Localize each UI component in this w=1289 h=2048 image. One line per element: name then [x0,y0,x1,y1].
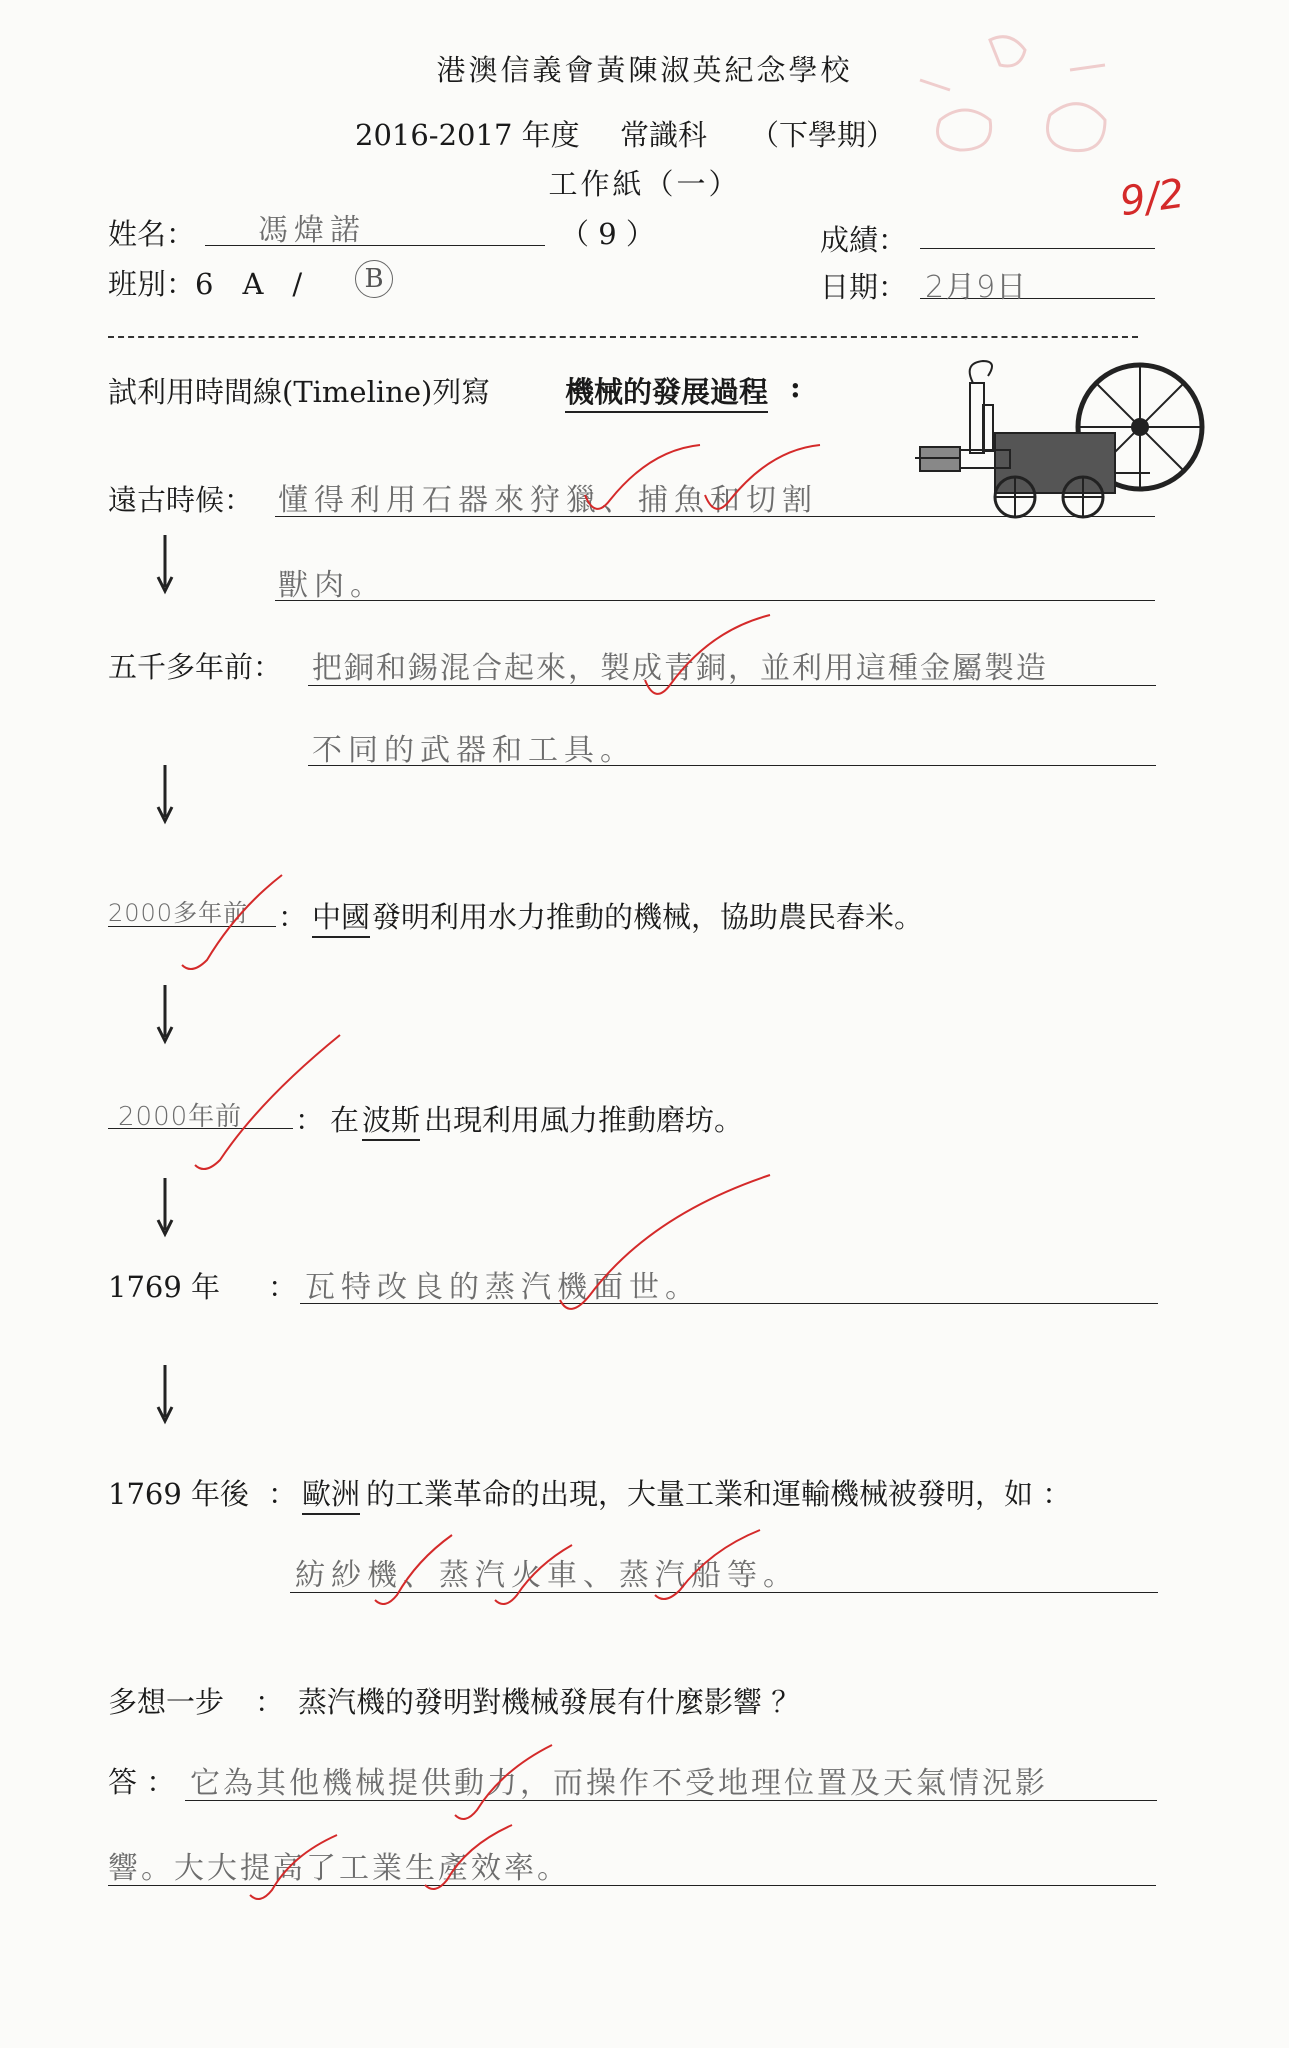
red-check-mark [450,1740,560,1830]
divider [108,336,1138,338]
date-value: 2月9日 [925,270,1028,305]
red-check-mark [700,440,840,520]
answer-line [185,1800,1157,1801]
down-arrow-icon [155,985,175,1045]
colon: ： [268,1477,298,1511]
extension-question: 蒸汽機的發明對機械發展有什麼影響 ？ [298,1685,801,1719]
down-arrow-icon [155,1365,175,1425]
steam-engine-illustration [915,355,1215,525]
answer-label: 答 ： [108,1765,176,1799]
extension-answer-line2: 響。大大提高了工業生產效率。 [108,1851,570,1886]
red-check-mark [640,610,790,705]
timeline-prefix: 在 [330,1103,360,1137]
down-arrow-icon [155,535,175,595]
colon: ： [255,1685,285,1719]
red-check-mark [190,1030,350,1180]
answer-5000-line1: 把銅和錫混合起來，製成青銅，並利用這種金屬製造 [312,651,1048,686]
grade-line [920,248,1155,249]
colon: ： [278,900,308,934]
name-line [205,245,545,246]
colon: ： [268,1270,298,1304]
school-year: 2016-2017 年度 [355,118,580,152]
extension-label: 多想一步 [108,1685,225,1719]
term: （下學期） [750,118,896,152]
red-check-mark [420,1820,520,1900]
red-check-mark [580,440,720,520]
country-persia: 波斯 [362,1098,420,1141]
extension-answer-line1: 它為其他機械提供動力，而操作不受地理位置及天氣情況影 [190,1766,1048,1801]
red-check-mark [370,1530,460,1610]
student-number: （ 9 ） [560,217,655,251]
subject: 常識科 [620,118,708,152]
answer-2000-plus-label: 2000多年前 [108,899,249,927]
answer-1769: 瓦特改良的蒸汽機面世。 [305,1270,701,1305]
country-china: 中國 [312,895,370,938]
name-label: 姓名： [108,217,196,251]
school-name: 港澳信義會黃陳淑英紀念學校 [436,53,853,87]
red-check-mark [180,870,290,980]
region-europe: 歐洲 [302,1472,360,1515]
down-arrow-icon [155,765,175,825]
timeline-label-1769: 1769 年 [108,1270,221,1304]
answer-ancient-line2: 獸肉。 [278,568,386,603]
worksheet-title: 工作紙（一） [548,167,741,201]
timeline-text-china: 發明利用水力推動的機械，協助農民舂米。 [372,900,924,934]
timeline-label-ancient: 遠古時候： [108,483,254,517]
class-selected-circle: B [355,260,393,298]
red-check-mark [550,1170,780,1320]
grade-label: 成績： [820,223,908,257]
answer-5000-line2: 不同的武器和工具。 [312,733,636,768]
task-prompt: 試利用時間線(Timeline)列寫 [108,375,491,409]
timeline-label-5000-years: 五千多年前： [108,650,283,684]
colon: ： [295,1103,325,1137]
date-label: 日期： [820,270,908,304]
teacher-score-mark: 9/2 [1117,170,1188,226]
class-label: 班別：6 A / [108,267,303,301]
task-colon: : [790,370,801,404]
answer-2000-label: 2000年前 [118,1102,243,1132]
answer-line [275,600,1155,601]
red-check-mark [245,1830,345,1910]
answer-after-1769: 紡紗機、蒸汽火車、蒸汽船等。 [295,1558,799,1593]
answer-line [308,765,1156,766]
timeline-text-persia: 出現利用風力推動磨坊。 [424,1103,744,1137]
task-topic: 機械的發展過程 [565,370,768,413]
red-check-mark [490,1540,580,1610]
down-arrow-icon [155,1178,175,1238]
timeline-text-europe: 的工業革命的出現，大量工業和運輸機械被發明，如 ： [366,1477,1072,1511]
student-name: 馮煒諾 [258,213,366,248]
red-check-mark [650,1525,770,1605]
timeline-label-after-1769: 1769 年後 [108,1477,250,1511]
answer-ancient-line1: 懂得利用石器來狩獵、捕魚和切割 [278,483,818,518]
faint-stamp-mark [880,20,1200,190]
